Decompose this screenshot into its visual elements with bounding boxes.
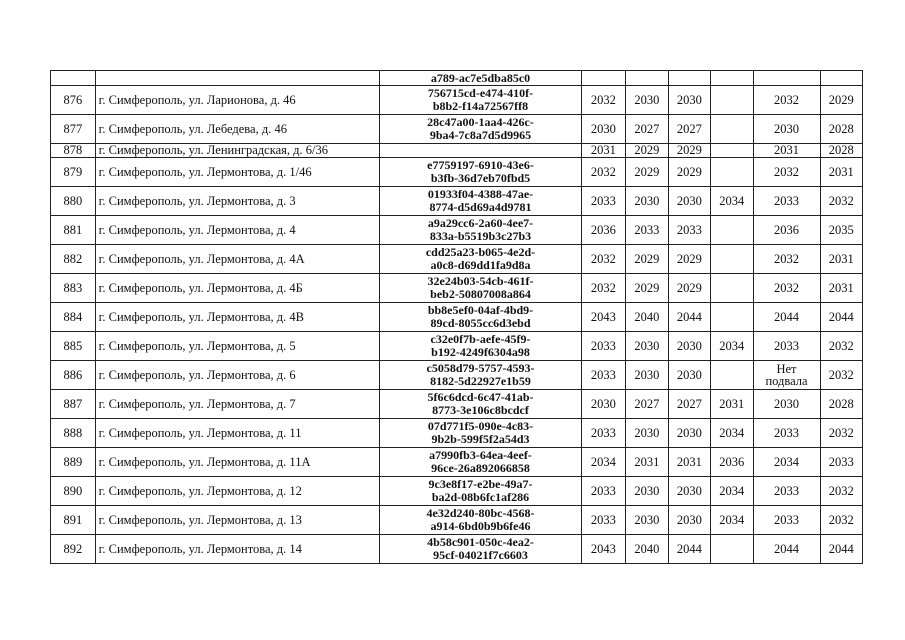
table-row xyxy=(51,390,863,419)
row-year-3: 2029 xyxy=(668,274,710,303)
row-year-1: 2032 xyxy=(581,245,626,274)
row-year-5: 2032 xyxy=(753,274,820,303)
row-year-1: 2032 xyxy=(581,86,626,115)
row-address: г. Симферополь, ул. Лермонтова, д. 13 xyxy=(95,506,380,535)
row-year-5: Нет подвала xyxy=(753,361,820,390)
row-number: 877 xyxy=(51,115,96,144)
row-year-5: 2044 xyxy=(753,535,820,564)
row-year-1: 2030 xyxy=(581,115,626,144)
table-row xyxy=(51,216,863,245)
row-number xyxy=(51,71,96,86)
row-year-1: 2034 xyxy=(581,448,626,477)
row-year-2: 2030 xyxy=(626,477,668,506)
row-guid: 07d771f5-090e-4c83- 9b2b-599f5f2a54d3 xyxy=(380,419,581,448)
row-year-1: 2036 xyxy=(581,216,626,245)
row-year-4 xyxy=(711,245,753,274)
row-year-4 xyxy=(711,216,753,245)
row-year-5: 2032 xyxy=(753,245,820,274)
row-year-6: 2031 xyxy=(820,274,863,303)
row-address: г. Симферополь, ул. Ларионова, д. 46 xyxy=(95,86,380,115)
table-row xyxy=(51,332,863,361)
row-year-3: 2030 xyxy=(668,86,710,115)
row-address: г. Симферополь, ул. Лебедева, д. 46 xyxy=(95,115,380,144)
row-year-1: 2033 xyxy=(581,187,626,216)
row-number: 890 xyxy=(51,477,96,506)
row-year-2: 2029 xyxy=(626,245,668,274)
row-number: 889 xyxy=(51,448,96,477)
row-guid: c5058d79-5757-4593- 8182-5d22927e1b59 xyxy=(380,361,581,390)
row-year-3: 2029 xyxy=(668,245,710,274)
row-address: г. Симферополь, ул. Лермонтова, д. 1/46 xyxy=(95,158,380,187)
row-year-5: 2034 xyxy=(753,448,820,477)
row-year-6: 2032 xyxy=(820,361,863,390)
row-year-2: 2030 xyxy=(626,86,668,115)
row-year-5: 2032 xyxy=(753,86,820,115)
row-guid: c32e0f7b-aefe-45f9- b192-4249f6304a98 xyxy=(380,332,581,361)
row-guid: a9a29cc6-2a60-4ee7- 833a-b5519b3c27b3 xyxy=(380,216,581,245)
row-year-6: 2032 xyxy=(820,332,863,361)
row-year-6: 2035 xyxy=(820,216,863,245)
row-address: г. Симферополь, ул. Ленинградская, д. 6/36 xyxy=(95,144,380,158)
row-year-1: 2043 xyxy=(581,303,626,332)
table-row-partial xyxy=(51,71,863,86)
row-year-5 xyxy=(753,71,820,86)
row-address: г. Симферополь, ул. Лермонтова, д. 4 xyxy=(95,216,380,245)
table-row xyxy=(51,245,863,274)
row-number: 881 xyxy=(51,216,96,245)
row-number: 887 xyxy=(51,390,96,419)
row-year-4: 2034 xyxy=(711,506,753,535)
row-year-3: 2044 xyxy=(668,535,710,564)
row-guid: cdd25a23-b065-4e2d- a0c8-d69dd1fa9d8a xyxy=(380,245,581,274)
row-year-2: 2040 xyxy=(626,303,668,332)
row-year-2: 2030 xyxy=(626,332,668,361)
row-guid: 5f6c6dcd-6c47-41ab- 8773-3e106c8bcdcf xyxy=(380,390,581,419)
row-year-3: 2033 xyxy=(668,216,710,245)
row-year-3: 2030 xyxy=(668,506,710,535)
row-guid: 9c3e8f17-e2be-49a7- ba2d-08b6fc1af286 xyxy=(380,477,581,506)
row-number: 891 xyxy=(51,506,96,535)
row-year-4 xyxy=(711,535,753,564)
row-year-6 xyxy=(820,71,863,86)
table-row xyxy=(51,419,863,448)
row-year-6: 2031 xyxy=(820,158,863,187)
row-year-6: 2032 xyxy=(820,187,863,216)
row-year-6: 2028 xyxy=(820,144,863,158)
row-guid: a7990fb3-64ea-4eef- 96ce-26a892066858 xyxy=(380,448,581,477)
table-row xyxy=(51,303,863,332)
table-row xyxy=(51,448,863,477)
table-row xyxy=(51,158,863,187)
row-year-5: 2030 xyxy=(753,390,820,419)
row-guid: 4e32d240-80bc-4568- a914-6bd0b9b6fe46 xyxy=(380,506,581,535)
row-year-6: 2029 xyxy=(820,86,863,115)
row-year-3: 2030 xyxy=(668,332,710,361)
row-guid xyxy=(380,144,581,158)
row-year-2: 2030 xyxy=(626,187,668,216)
row-number: 880 xyxy=(51,187,96,216)
row-year-1: 2033 xyxy=(581,419,626,448)
row-address: г. Симферополь, ул. Лермонтова, д. 3 xyxy=(95,187,380,216)
row-address: г. Симферополь, ул. Лермонтова, д. 4Б xyxy=(95,274,380,303)
row-number: 884 xyxy=(51,303,96,332)
row-number: 885 xyxy=(51,332,96,361)
row-year-4: 2031 xyxy=(711,390,753,419)
table-row xyxy=(51,86,863,115)
row-number: 879 xyxy=(51,158,96,187)
row-address: г. Симферополь, ул. Лермонтова, д. 11А xyxy=(95,448,380,477)
table-row xyxy=(51,144,863,158)
row-year-5: 2032 xyxy=(753,158,820,187)
row-number: 878 xyxy=(51,144,96,158)
row-year-1: 2030 xyxy=(581,390,626,419)
row-year-6: 2033 xyxy=(820,448,863,477)
row-year-3: 2030 xyxy=(668,187,710,216)
row-number: 892 xyxy=(51,535,96,564)
row-year-3: 2030 xyxy=(668,419,710,448)
table-row xyxy=(51,535,863,564)
row-address: г. Симферополь, ул. Лермонтова, д. 11 xyxy=(95,419,380,448)
row-address xyxy=(95,71,380,86)
row-year-2: 2027 xyxy=(626,115,668,144)
row-year-4: 2034 xyxy=(711,187,753,216)
row-number: 886 xyxy=(51,361,96,390)
row-year-5: 2030 xyxy=(753,115,820,144)
row-address: г. Симферополь, ул. Лермонтова, д. 5 xyxy=(95,332,380,361)
row-guid: e7759197-6910-43e6- b3fb-36d7eb70fbd5 xyxy=(380,158,581,187)
row-address: г. Симферополь, ул. Лермонтова, д. 12 xyxy=(95,477,380,506)
row-guid: 28c47a00-1aa4-426c- 9ba4-7c8a7d5d9965 xyxy=(380,115,581,144)
row-number: 883 xyxy=(51,274,96,303)
row-year-2: 2029 xyxy=(626,144,668,158)
table-body xyxy=(51,71,863,564)
row-year-4 xyxy=(711,71,753,86)
register-table xyxy=(50,70,863,564)
row-year-3 xyxy=(668,71,710,86)
row-year-4 xyxy=(711,361,753,390)
table-row xyxy=(51,274,863,303)
row-year-6: 2032 xyxy=(820,419,863,448)
row-address: г. Симферополь, ул. Лермонтова, д. 7 xyxy=(95,390,380,419)
row-year-4 xyxy=(711,303,753,332)
row-address: г. Симферополь, ул. Лермонтова, д. 4В xyxy=(95,303,380,332)
row-year-5: 2033 xyxy=(753,332,820,361)
row-year-1: 2032 xyxy=(581,274,626,303)
table-row xyxy=(51,506,863,535)
row-year-4 xyxy=(711,115,753,144)
row-year-5: 2036 xyxy=(753,216,820,245)
table-row xyxy=(51,361,863,390)
row-year-2: 2033 xyxy=(626,216,668,245)
row-year-2: 2029 xyxy=(626,158,668,187)
row-year-1: 2033 xyxy=(581,361,626,390)
row-guid: 756715cd-e474-410f- b8b2-f14a72567ff8 xyxy=(380,86,581,115)
row-year-3: 2031 xyxy=(668,448,710,477)
row-year-3: 2029 xyxy=(668,144,710,158)
row-year-3: 2027 xyxy=(668,115,710,144)
row-guid: 32e24b03-54cb-461f- beb2-50807008a864 xyxy=(380,274,581,303)
row-number: 876 xyxy=(51,86,96,115)
row-year-1: 2032 xyxy=(581,158,626,187)
table-row xyxy=(51,187,863,216)
row-year-2: 2030 xyxy=(626,506,668,535)
row-year-2: 2030 xyxy=(626,361,668,390)
row-year-2: 2030 xyxy=(626,419,668,448)
row-year-6: 2032 xyxy=(820,506,863,535)
row-year-1: 2043 xyxy=(581,535,626,564)
row-guid: bb8e5ef0-04af-4bd9- 89cd-8055cc6d3ebd xyxy=(380,303,581,332)
row-year-6: 2031 xyxy=(820,245,863,274)
row-year-5: 2044 xyxy=(753,303,820,332)
row-year-1 xyxy=(581,71,626,86)
row-address: г. Симферополь, ул. Лермонтова, д. 14 xyxy=(95,535,380,564)
row-guid: 01933f04-4388-47ae- 8774-d5d69a4d9781 xyxy=(380,187,581,216)
row-year-1: 2031 xyxy=(581,144,626,158)
row-guid: 4b58c901-050c-4ea2- 95cf-04021f7c6603 xyxy=(380,535,581,564)
row-year-3: 2030 xyxy=(668,477,710,506)
row-year-6: 2032 xyxy=(820,477,863,506)
row-year-6: 2028 xyxy=(820,115,863,144)
row-year-2: 2029 xyxy=(626,274,668,303)
row-number: 882 xyxy=(51,245,96,274)
row-year-5: 2033 xyxy=(753,477,820,506)
row-address: г. Симферополь, ул. Лермонтова, д. 6 xyxy=(95,361,380,390)
row-year-2 xyxy=(626,71,668,86)
row-year-5: 2033 xyxy=(753,419,820,448)
row-year-4: 2036 xyxy=(711,448,753,477)
row-year-1: 2033 xyxy=(581,332,626,361)
row-year-4 xyxy=(711,158,753,187)
table-row xyxy=(51,115,863,144)
row-year-5: 2033 xyxy=(753,506,820,535)
row-year-1: 2033 xyxy=(581,506,626,535)
row-year-4: 2034 xyxy=(711,419,753,448)
row-year-4: 2034 xyxy=(711,477,753,506)
row-year-1: 2033 xyxy=(581,477,626,506)
row-year-5: 2033 xyxy=(753,187,820,216)
row-year-2: 2031 xyxy=(626,448,668,477)
table-row xyxy=(51,477,863,506)
row-year-4 xyxy=(711,86,753,115)
row-year-3: 2030 xyxy=(668,361,710,390)
row-year-5: 2031 xyxy=(753,144,820,158)
row-year-3: 2027 xyxy=(668,390,710,419)
row-year-6: 2044 xyxy=(820,535,863,564)
row-guid: a789-ac7e5dba85c0 xyxy=(380,71,581,86)
row-number: 888 xyxy=(51,419,96,448)
row-year-6: 2044 xyxy=(820,303,863,332)
row-year-4: 2034 xyxy=(711,332,753,361)
row-year-3: 2029 xyxy=(668,158,710,187)
row-address: г. Симферополь, ул. Лермонтова, д. 4А xyxy=(95,245,380,274)
row-year-4 xyxy=(711,144,753,158)
row-year-6: 2028 xyxy=(820,390,863,419)
row-year-2: 2027 xyxy=(626,390,668,419)
row-year-3: 2044 xyxy=(668,303,710,332)
row-year-4 xyxy=(711,274,753,303)
row-year-2: 2040 xyxy=(626,535,668,564)
